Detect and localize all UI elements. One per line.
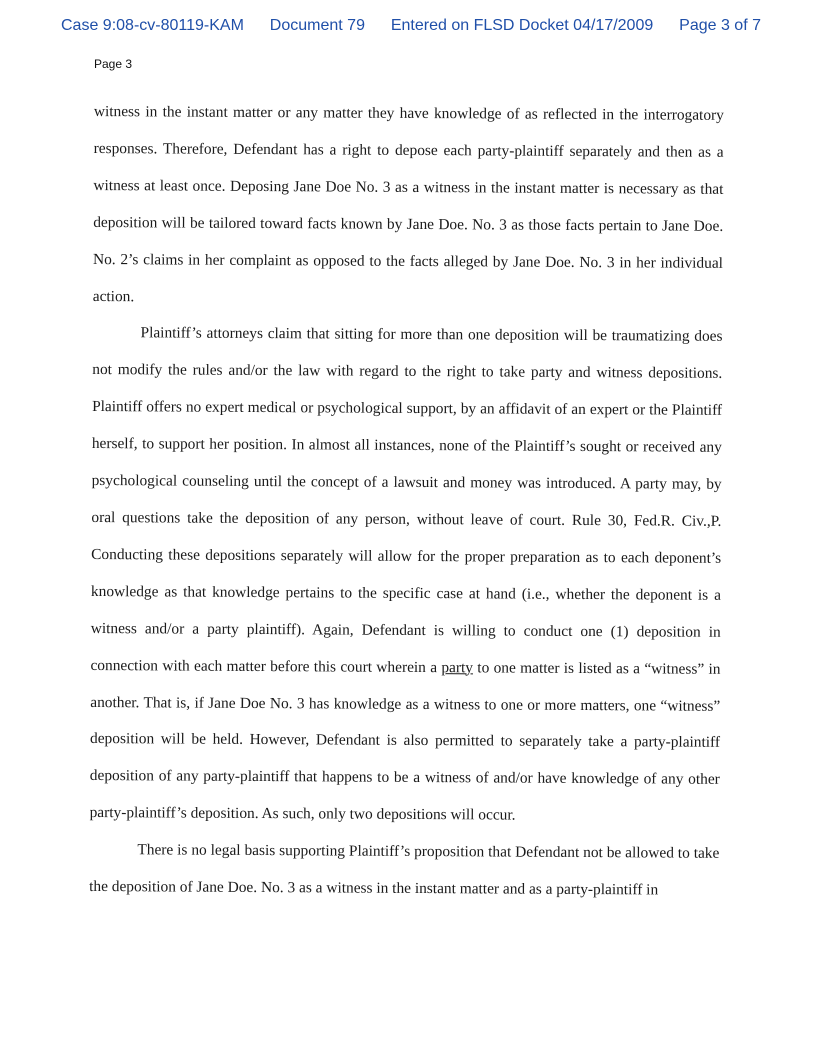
paragraph-text-after: to one matter is listed as a “witness” in another. That is, if Jane Doe No. 3 has knowledge as a witness to one or more matters, one “witness” deposition will be held. However, Defendant is also permitted to separately take a party-plaintiff deposition of any party-plaintiff that happens to be a witness of and/or have knowledge of any other party-plaintiff’s deposition. As such, only two depositions will occur. — [89, 658, 721, 824]
page-count: Page 3 of 7 — [679, 17, 761, 34]
body-text — [89, 94, 724, 910]
docket-entry-date: Entered on FLSD Docket 04/17/2009 — [390, 17, 654, 34]
paragraph-legal-basis: There is no legal basis supporting Plaintiff’s proposition that Defendant not be allowed to take the deposition of Jane Doe. No. 3 as a witness in the instant matter and as a party-plaintiff in — [89, 841, 720, 899]
docket-stamp-header — [61, 17, 761, 35]
document-number: Document 79 — [269, 17, 365, 34]
paragraph-text-before: Plaintiff’s attorneys claim that sitting for more than one deposition will be traumatizing does not modify the rules and/or the law with regard to the right to take party and witness depositions. Plaintiff offers no expert medical or psychological support, by an affidavit of an expert or the Plaintiff herself, to support her position. In almost all instances, none of the Plaintiff’s sought or received any psychological counseling until the concept of a lawsuit and money was introduced. A party may, by oral questions take the deposition of any person, without leave of court. Rule 30, Fed.R. Civ.,P. Conducting these depositions separately will allow for the proper preparation as to each deponent’s knowledge as that knowledge pertains to the specific case at hand (i.e., whether the deponent is a witness and/or a party plaintiff). Again, Defendant is willing to conduct one (1) deposition in connection with each matter before this court wherein a — [90, 324, 723, 676]
paragraph-traumatizing-claim — [89, 315, 722, 836]
paragraph-continuation: witness in the instant matter or any matter they have knowledge of as reflected in the interrogatory responses. Therefore, Defendant has a right to depose each party-plaintiff separately and then as a witness at least once. Deposing Jane Doe No. 3 as a witness in the instant matter is necessary as that deposition will be tailored toward facts known by Jane Doe. No. 3 as those facts pertain to Jane Doe. No. 2’s claims in her complaint as opposed to the facts alleged by Jane Doe. No. 3 in her individual action. — [92, 102, 724, 305]
underlined-word: party — [441, 658, 474, 676]
page-label: Page 3 — [94, 57, 133, 71]
case-number: Case 9:08-cv-80119-KAM — [61, 17, 244, 34]
